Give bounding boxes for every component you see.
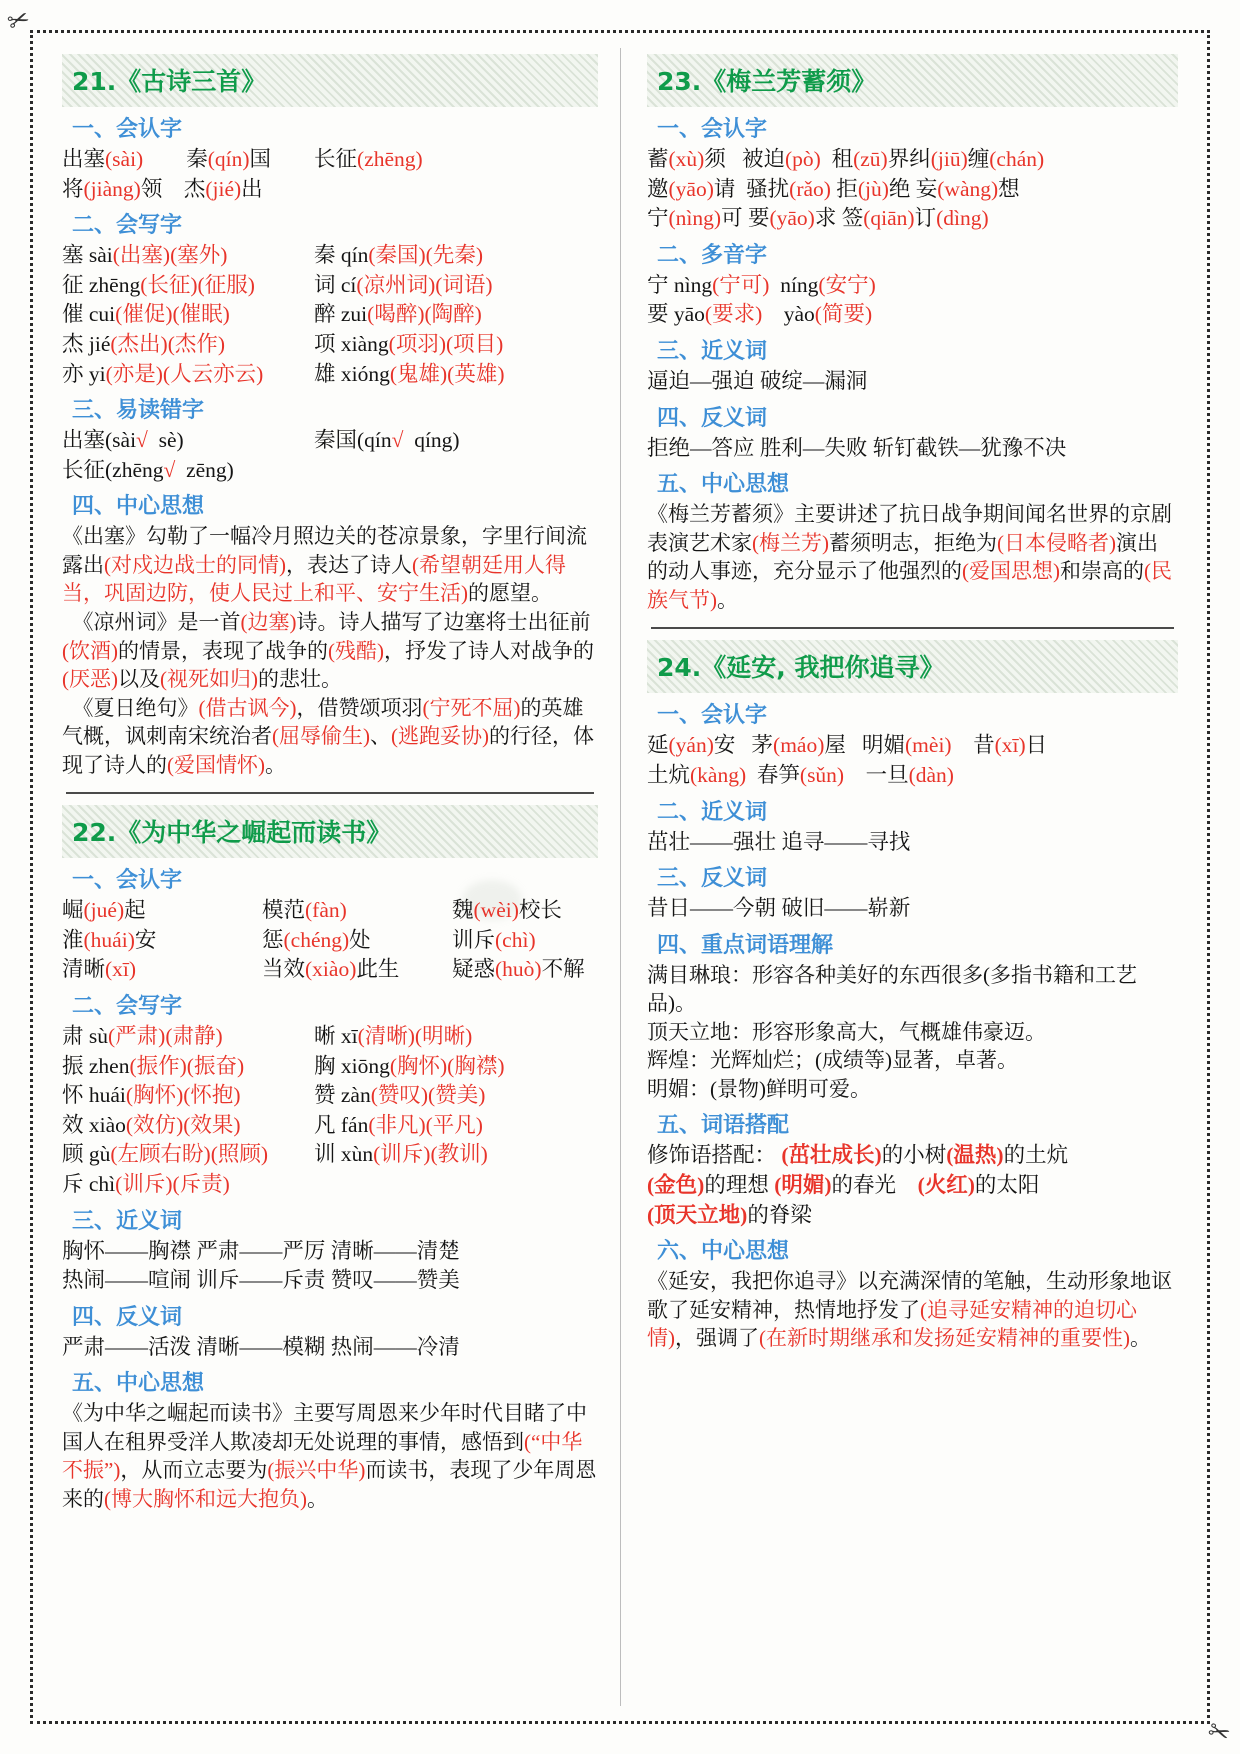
- left-column: [48, 48, 620, 1706]
- lesson-21-s1-line-1: 出塞(sài) 秦(qín)国 长征(zhēng): [62, 147, 423, 171]
- lesson-24-s5-line-3: (顶天立地)的脊梁: [647, 1202, 812, 1227]
- lesson-21: [62, 54, 598, 779]
- lesson-24: [647, 640, 1178, 1353]
- scissors-icon-top-left: ✂: [3, 3, 35, 39]
- lesson-divider-23-24: [651, 627, 1174, 629]
- lesson-23-section-2-heading: 二、多音字: [657, 242, 768, 268]
- lesson-24-s4-para-1: 满目琳琅：形容各种美好的东西很多(多指书籍和工艺品)。: [647, 962, 1137, 1016]
- lesson-24-s4-para-2: 顶天立地：形容形象高大，气概雄伟豪迈。: [647, 1019, 1046, 1044]
- lesson-21-s3-line-2: 长征(zhēng√ zēng): [62, 457, 234, 482]
- lesson-23-s3-line-1: 逼迫—强迫 破绽—漏洞: [647, 368, 868, 393]
- lesson-23-section-5-heading: 五、中心思想: [657, 472, 790, 498]
- lesson-24-section-3-heading: 三、反义词: [657, 866, 768, 892]
- lesson-24-section-4-heading: 四、重点词语理解: [657, 932, 834, 958]
- lesson-24-s6-para-1: 《延安，我把你追寻》以充满深情的笔触，生动形象地讴歌了延安精神，热情地抒发了(追寻延安精神的迫切心情)，强调了(在新时期继承和发扬延安精神的重要性)。: [647, 1269, 1172, 1351]
- lesson-24-s1-line-2: 土炕(kàng) 春笋(sǔn) 一旦(dàn): [647, 762, 954, 787]
- lesson-22-s5-para-1: 《为中华之崛起而读书》主要写周恩来少年时代目睹了中国人在租界受洋人欺凌却无处说理的事情，感悟到(“中华不振”)，从而立志要为(振兴中华)而读书，表现了少年周恩来的(博大胸怀和远大抱负)。: [62, 1401, 597, 1512]
- lesson-21-s2-line-1: 塞 sài(出塞)(塞外) 秦 qín(秦国)(先秦): [62, 243, 483, 268]
- lesson-23-s1-line-2: 邀(yāo)请 骚扰(rǎo) 拒(jù)绝 妄(wàng)想: [647, 176, 1020, 201]
- lesson-23-s2-line-2: 要 yāo(要求) yào(简要): [647, 302, 873, 327]
- lesson-24-s5-line-1: 修饰语搭配： (茁壮成长)的小树(温热)的土炕: [647, 1143, 1069, 1168]
- lesson-23-header: [647, 54, 1178, 107]
- lesson-23-s5-para-1: 《梅兰芳蓄须》主要讲述了抗日战争期间闻名世界的京剧表演艺术家(梅兰芳)蓄须明志，拒绝为(日本侵略者)演出的动人事迹，充分显示了他强烈的(爱国思想)和崇高的(民族气节)。: [647, 502, 1172, 612]
- lesson-23-title: 23.《梅兰芳蓄须》: [657, 67, 877, 96]
- two-column-layout: [48, 48, 1192, 1706]
- lesson-22-s2-line-6: 斥 chì(训斥)(斥责): [62, 1172, 230, 1197]
- lesson-24-title: 24.《延安, 我把你追寻》: [657, 653, 945, 683]
- lesson-22-title: 22.《为中华之崛起而读书》: [72, 818, 392, 848]
- lesson-22-s2-line-2: 振 zhen(振作)(振奋) 胸 xiōng(胸怀)(胸襟): [62, 1053, 505, 1078]
- right-column: [620, 48, 1192, 1706]
- lesson-21-header: [62, 54, 598, 107]
- lesson-divider-21-22: [66, 792, 594, 794]
- lesson-23-s2-line-1: 宁 nìng(宁可) níng(安宁): [647, 272, 876, 297]
- lesson-22-s1-line-3: 清晰(xī) 当效(xiào)此生 疑惑(huò)不解: [62, 957, 585, 982]
- lesson-21-s2-line-4: 杰 jié(杰出)(杰作) 项 xiàng(项羽)(项目): [62, 331, 504, 356]
- lesson-22-section-5-heading: 五、中心思想: [72, 1371, 205, 1397]
- lesson-24-section-5-heading: 五、词语搭配: [657, 1113, 790, 1139]
- lesson-23: [647, 54, 1178, 614]
- lesson-21-s4-para-2: 《凉州词》是一首(边塞)诗。诗人描写了边塞将士出征前(饮酒)的情景，表现了战争的(残酷)，抒发了诗人对战争的(厌恶)以及(视死如归)的悲壮。: [62, 609, 594, 692]
- lesson-23-section-1-heading: 一、会认字: [657, 117, 768, 142]
- lesson-21-s1-line-2: 将(jiàng)领 杰(jié)出: [62, 176, 263, 201]
- lesson-22-section-1-heading: 一、会认字: [72, 868, 183, 894]
- lesson-23-section-3-heading: 三、近义词: [657, 338, 768, 364]
- lesson-23-s1-line-1: 蓄(xù)须 被迫(pò) 租(zū)界纠(jiū)缠(chán): [647, 147, 1045, 171]
- lesson-22-s2-line-1: 肃 sù(严肃)(肃静) 晰 xī(清晰)(明晰): [62, 1024, 473, 1049]
- lesson-22-section-3-heading: 三、近义词: [72, 1208, 183, 1234]
- lesson-21-section-2-heading: 二、会写字: [72, 213, 183, 239]
- lesson-22-section-2-heading: 二、会写字: [72, 994, 183, 1020]
- lesson-22-s1-line-1: 崛(jué)起 模范(fàn) 魏(wèi)校长: [62, 898, 562, 923]
- lesson-24-s5-line-2: (金色)的理想 (明媚)的春光 (火红)的太阳: [647, 1173, 1040, 1198]
- lesson-24-s1-line-1: 延(yán)安 茅(máo)屋 明媚(mèi) 昔(xī)日: [647, 733, 1048, 758]
- lesson-21-section-4-heading: 四、中心思想: [72, 494, 205, 520]
- lesson-24-section-2-heading: 二、近义词: [657, 799, 768, 825]
- lesson-22-s3-line-2: 热闹——喧闹 训斥——斥责 赞叹——赞美: [62, 1268, 460, 1293]
- lesson-24-s3-line-1: 昔日——今朝 破旧——崭新: [647, 896, 911, 921]
- lesson-21-s2-line-3: 催 cui(催促)(催眠) 醉 zui(喝醉)(陶醉): [62, 302, 482, 327]
- lesson-21-s2-line-5: 亦 yi(亦是)(人云亦云) 雄 xióng(鬼雄)(英雄): [62, 361, 505, 386]
- lesson-21-section-1-heading: 一、会认字: [72, 117, 183, 142]
- lesson-22-s2-line-4: 效 xiào(效仿)(效果) 凡 fán(非凡)(平凡): [62, 1112, 483, 1137]
- lesson-23-s4-line-1: 拒绝—答应 胜利—失败 斩钉截铁—犹豫不决: [647, 435, 1067, 460]
- lesson-24-s4-para-3: 辉煌：光辉灿烂；(成绩等)显著，卓著。: [647, 1048, 1018, 1073]
- lesson-22-s4-line-1: 严肃——活泼 清晰——模糊 热闹——冷清: [62, 1334, 460, 1359]
- lesson-22-s1-line-2: 淮(huái)安 惩(chéng)处 训斥(chì): [62, 927, 536, 952]
- lesson-21-s4-para-3: 《夏日绝句》(借古讽今)，借赞颂项羽(宁死不屈)的英雄气概，讽刺南宋统治者(屈辱偷生)、(逃跑妥协)的行径，体现了诗人的(爱国情怀)。: [62, 695, 594, 777]
- lesson-24-section-1-heading: 一、会认字: [657, 703, 768, 729]
- lesson-21-s3-line-1: 出塞(sài√ sè) 秦国(qín√ qíng): [62, 428, 460, 453]
- lesson-21-title: 21.《古诗三首》: [72, 67, 267, 96]
- lesson-22-header: [62, 805, 598, 858]
- lesson-22-s2-line-3: 怀 huái(胸怀)(怀抱) 赞 zàn(赞叹)(赞美): [62, 1083, 486, 1108]
- lesson-24-s2-line-1: 茁壮——强壮 追寻——寻找: [647, 829, 911, 854]
- lesson-21-section-3-heading: 三、易读错字: [72, 398, 205, 424]
- scissors-icon-bottom-right: ✂: [1203, 1715, 1235, 1751]
- lesson-22-s3-line-1: 胸怀——胸襟 严肃——严厉 清晰——清楚: [62, 1238, 460, 1263]
- lesson-24-s4-para-4: 明媚：(景物)鲜明可爱。: [647, 1076, 871, 1101]
- lesson-23-section-4-heading: 四、反义词: [657, 405, 768, 431]
- lesson-21-s2-line-2: 征 zhēng(长征)(征服) 词 cí(凉州词)(词语): [62, 272, 493, 297]
- lesson-22-section-4-heading: 四、反义词: [72, 1304, 183, 1330]
- lesson-22-s2-line-5: 顾 gù(左顾右盼)(照顾) 训 xùn(训斥)(教训): [62, 1142, 488, 1167]
- lesson-24-section-6-heading: 六、中心思想: [657, 1239, 790, 1265]
- lesson-21-s4-para-1: 《出塞》勾勒了一幅冷月照边关的苍凉景象，字里行间流露出(对戍边战士的同情)，表达了诗人(希望朝廷用人得当，巩固边防，使人民过上和平、安宁生活)的愿望。: [62, 524, 587, 606]
- lesson-23-s1-line-3: 宁(nìng)可 要(yāo)求 签(qiān)订(dìng): [647, 206, 989, 231]
- lesson-24-header: [647, 640, 1178, 693]
- lesson-22: [62, 805, 598, 1513]
